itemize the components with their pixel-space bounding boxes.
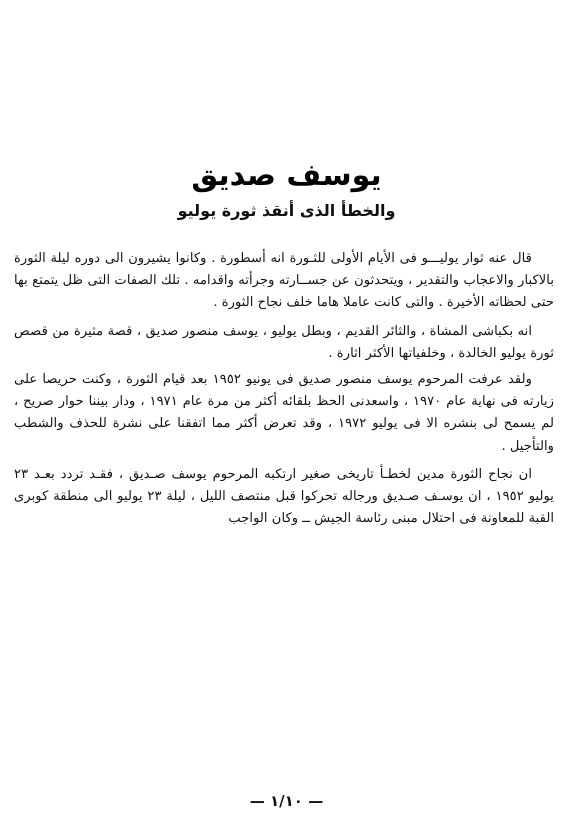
- article-subtitle: والخطأ الذى أنقذ ثورة يوليو: [177, 201, 396, 220]
- paragraph-1: قال عنه ثوار يوليـــو فى الأيام الأولى للثـورة انه أسطورة . وكانوا يشيرون الى دوره ليلة الثورة بالاكبار والاعجاب والتقدير ، ويتحدثون عن جســارته وجرأته واقدامه . تلك الصفات التى ظل يتمتع بها حتى لحظاته الأخيرة . والتى كانت عاملا هاما خلف نجاح الثورة .: [14, 251, 554, 311]
- page-number: — ١/١٠ —: [249, 792, 324, 810]
- paragraph-4: ان نجاح الثورة مدين لخطـأ تاريخى صغير ارتكبه المرحوم يوسف صـديق ، فقـد تردد بعـد ٢٣ يوليو ١٩٥٢ ، ان يوسـف صـديق ورجاله تحركوا قبل منتصف الليل ، ليلة ٢٣ يوليو الى منطقة كوبرى القبة للمعاونة فى احتلال مبنى رئاسة الجيش ــ وكان الواجب: [14, 466, 554, 527]
- paragraph-3: ولقد عرفت المرحوم يوسف منصور صديق فى يونيو ١٩٥٢ بعد قيام الثورة ، وكنت حريصا على زيارته فى نهاية عام ١٩٧٠ ، واسعدنى الحظ بلقائه أكثر من مرة عام ١٩٧١ ، ودار بيننا حوار صريح ، لم يسمح لى بنشره الا فى يوليو ١٩٧٢ ، وقد تعرض أكثر مما اتفقنا على نشرة للحذف والشطب والتأجيل .: [14, 372, 554, 454]
- article-body: [14, 248, 554, 536]
- paragraph-2: انه بكباشى المشاة ، والثائر القديم ، وبطل يوليو ، يوسف منصور صديق ، قصة مثيرة من قصص ثورة يوليو الخالدة ، وخلفياتها الأكثر اثارة .: [14, 323, 554, 361]
- article-title: يوسف صديق: [191, 158, 382, 193]
